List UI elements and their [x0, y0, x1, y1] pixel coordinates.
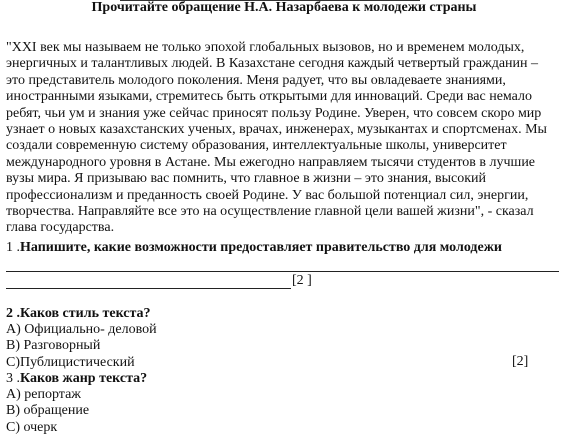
- passage-line: ребят, чьи ум и знания уже сейчас приносят пользу Родине. Уверен, что совсем скоро мир: [6, 105, 542, 121]
- question-2-number: 2 .: [6, 306, 20, 321]
- answer-line-2[interactable]: [6, 288, 291, 289]
- question-3-number: 3 .: [6, 371, 20, 386]
- passage-line: глава государства.: [6, 220, 115, 236]
- question-1-mark: [2 ]: [292, 273, 312, 288]
- question-2-heading: [6, 306, 157, 322]
- question-1-number: 1 .: [6, 240, 20, 255]
- question-3-option-b[interactable]: В) обращение: [6, 403, 90, 419]
- question-2-option-a[interactable]: А) Официально- деловой: [6, 322, 157, 338]
- question-3-option-c[interactable]: С) очерк: [6, 419, 58, 435]
- passage-line: вузы мира. Я призываю вас помнить, что главное в жизни – это знания, высокий: [6, 171, 487, 187]
- passage-line: энергичных и талантливых людей. В Казахстане сегодня каждый четвертый гражданин –: [6, 56, 539, 72]
- question-3-heading: [6, 371, 147, 387]
- passage-line: профессионализм и преданность своей Родине. У вас большой потенциал сил, энергии,: [6, 187, 529, 203]
- passage-line: создали современную систему образования, интеллектуальные школы, университет: [6, 138, 507, 154]
- question-2-mark: [2]: [512, 354, 529, 369]
- question-2: [6, 306, 157, 371]
- question-2-text: Каков стиль текста?: [20, 306, 151, 321]
- passage-line: иностранными языками, стремитесь быть открытыми для инноваций. Среди вас немало: [6, 89, 532, 105]
- passage-line: это представитель молодого поколения. Меня радует, что вы овладеваете знаниями,: [6, 72, 506, 88]
- passage-line: творчества. Направляйте все это на осуществление главной цели вашей жизни", - сказал: [6, 204, 534, 220]
- question-2-option-b[interactable]: В) Разговорный: [6, 338, 101, 354]
- page-title: Прочитайте обращение Н.А. Назарбаева к молодежи страны: [91, 0, 477, 15]
- question-2-option-c[interactable]: С)Публицистический: [6, 354, 135, 370]
- question-3-text: Каков жанр текста?: [20, 371, 148, 386]
- passage-line: международного уровня в Астане. Мы ежегодно направляем тысячи студентов в лучшие: [6, 154, 536, 170]
- answer-line-1[interactable]: [6, 271, 559, 272]
- question-3-option-a[interactable]: А) репортаж: [6, 387, 81, 403]
- question-1: [6, 240, 502, 256]
- passage-line: узнает о новых казахстанских ученых, врачах, инженерах, музыкантах и спортсменах. Мы: [6, 122, 547, 138]
- question-1-text: Напишите, какие возможности предоставляет правительство для молодежи: [20, 240, 502, 255]
- question-3: [6, 371, 147, 436]
- passage-line: "XXI век мы называем не только эпохой глобальных вызовов, но и временем молодых,: [6, 40, 525, 55]
- passage-text: [6, 40, 566, 237]
